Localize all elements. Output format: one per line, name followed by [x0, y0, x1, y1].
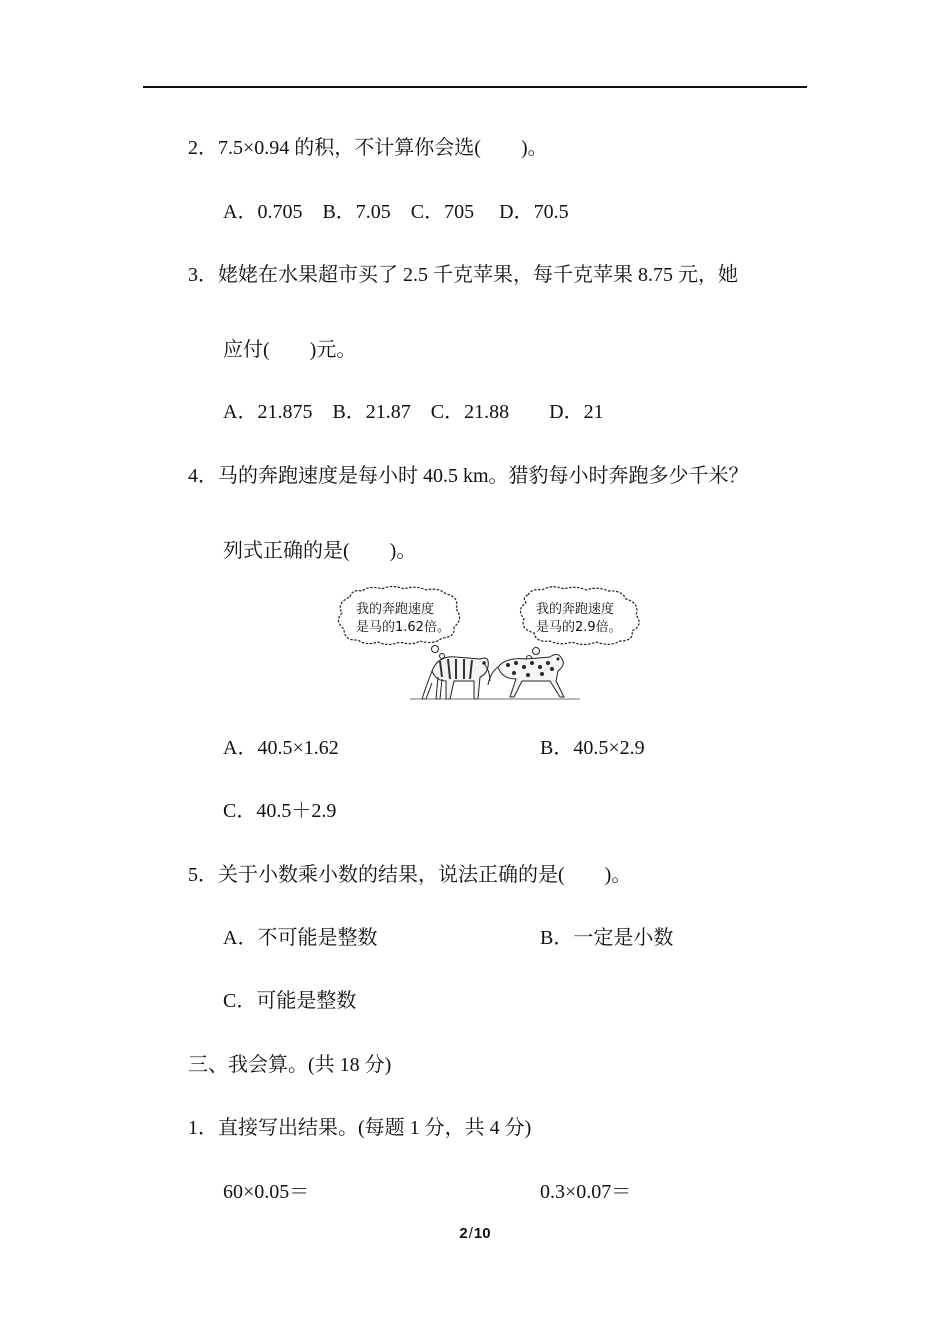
question-4-option-c: C．40.5＋2.9: [223, 800, 337, 822]
question-4-option-a: A．40.5×1.62: [223, 737, 339, 759]
page-number: [0, 1225, 950, 1242]
question-3-options: A．21.875 B．21.87 C．21.88 D．21: [223, 401, 604, 423]
tiger-cheetah-illustration: [330, 585, 660, 710]
question-3-stem-line1: 3．姥姥在水果超市买了 2.5 千克苹果，每千克苹果 8.75 元，她: [188, 264, 738, 286]
speech-bubble-left: [338, 587, 459, 659]
question-4-stem-line2: 列式正确的是( )。: [223, 540, 417, 562]
section-3-heading: 三、我会算。(共 18 分): [188, 1054, 392, 1076]
cheetah-drawing: [488, 654, 564, 697]
tiger-drawing: [422, 657, 490, 699]
question-4-stem-line1: 4．马的奔跑速度是每小时 40.5 km。猎豹每小时奔跑多少千米？: [188, 465, 749, 487]
question-3-stem-line2: 应付( )元。: [223, 339, 357, 361]
bubble-right-line1: 我的奔跑速度: [536, 602, 615, 617]
speech-bubble-right: [520, 587, 639, 661]
page-separator: /: [468, 1225, 473, 1242]
page-total: 10: [473, 1225, 491, 1242]
page-current: 2: [459, 1225, 468, 1242]
bubble-left-line1: 我的奔跑速度: [356, 602, 435, 617]
header-rule: [143, 86, 807, 88]
question-5-option-a: A．不可能是整数: [223, 927, 378, 949]
question-2-stem: 2．7.5×0.94 的积，不计算你会选( )。: [188, 137, 548, 159]
question-4-option-b: B．40.5×2.9: [540, 737, 645, 759]
bubble-left-line2: 是马的1.62倍。: [356, 620, 450, 635]
calc-item-b: 0.3×0.07＝: [540, 1181, 632, 1203]
bubble-right-line2: 是马的2.9倍。: [536, 620, 622, 635]
question-5-option-b: B．一定是小数: [540, 927, 674, 949]
section-3-question-1-stem: 1．直接写出结果。(每题 1 分，共 4 分): [188, 1117, 532, 1139]
question-5-stem: 5．关于小数乘小数的结果，说法正确的是( )。: [188, 864, 632, 886]
question-5-option-c: C．可能是整数: [223, 990, 357, 1012]
question-2-options: A．0.705 B．7.05 C．705 D．70.5: [223, 201, 569, 223]
calc-item-a: 60×0.05＝: [223, 1181, 310, 1203]
